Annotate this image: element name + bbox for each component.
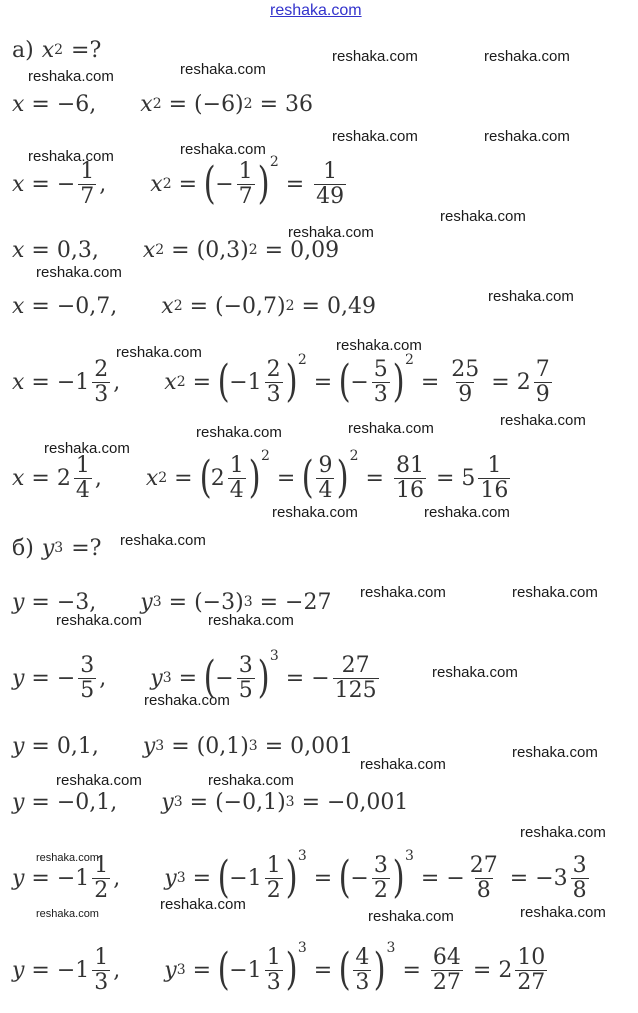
site-link[interactable]: reshaka.com bbox=[270, 2, 362, 19]
var-y: y bbox=[41, 535, 55, 561]
question-mark: =? bbox=[71, 37, 102, 63]
var-x: x bbox=[41, 37, 55, 63]
watermark: reshaka.com bbox=[332, 48, 418, 65]
watermark: reshaka.com bbox=[56, 612, 142, 629]
watermark: reshaka.com bbox=[208, 772, 294, 789]
b-line-3: y = 0,1 , y 3 = (0,1) 3 = 0,001 bbox=[12, 733, 354, 759]
part-label: а) bbox=[12, 37, 34, 63]
watermark: reshaka.com bbox=[208, 612, 294, 629]
part-a-heading: а) x 2 =? bbox=[12, 37, 102, 63]
watermark: reshaka.com bbox=[348, 420, 434, 437]
watermark: reshaka.com bbox=[512, 584, 598, 601]
b-line-1: y = −3 , y 3 = (−3) 3 = −27 bbox=[12, 589, 332, 615]
watermark: reshaka.com bbox=[484, 48, 570, 65]
watermark: reshaka.com bbox=[196, 424, 282, 441]
part-b-heading: б) y 3 =? bbox=[12, 535, 102, 561]
a-line-3: x = 0,3 , x 2 = (0,3) 2 = 0,09 bbox=[12, 237, 340, 263]
watermark: reshaka.com bbox=[120, 532, 206, 549]
watermark: reshaka.com bbox=[36, 264, 122, 281]
watermark: reshaka.com bbox=[36, 908, 99, 920]
watermark: reshaka.com bbox=[144, 692, 230, 709]
watermark: reshaka.com bbox=[160, 896, 246, 913]
part-label: б) bbox=[12, 535, 34, 561]
a-line-6: x = 2 $\frac{1}{4}$ , x 2 = ( 2 $\frac{1}{4}$ ) 2 = ( $\frac{9}{4}$ ) 2 = $\frac{81}{16}$ = 5 $\frac{1}{16}$ bbox=[12, 448, 509, 503]
watermark: reshaka.com bbox=[500, 412, 586, 429]
watermark: reshaka.com bbox=[440, 208, 526, 225]
watermark: reshaka.com bbox=[360, 584, 446, 601]
watermark: reshaka.com bbox=[360, 756, 446, 773]
b-line-4: y = −0,1 , y 3 = (−0,1) 3 = −0,001 bbox=[12, 789, 409, 815]
watermark: reshaka.com bbox=[56, 772, 142, 789]
watermark: reshaka.com bbox=[484, 128, 570, 145]
b-line-2: y = − $\frac{3}{5}$ , y 3 = ( − $\frac{3}{5}$ ) 3 = − $\frac{27}{125}$ bbox=[12, 648, 377, 703]
a-line-1: x = −6 , x 2 = (−6) 2 = 36 bbox=[12, 91, 313, 117]
watermark: reshaka.com bbox=[180, 61, 266, 78]
watermark: reshaka.com bbox=[272, 504, 358, 521]
watermark: reshaka.com bbox=[180, 141, 266, 158]
watermark: reshaka.com bbox=[488, 288, 574, 305]
watermark: reshaka.com bbox=[424, 504, 510, 521]
watermark: reshaka.com bbox=[28, 148, 114, 165]
a-line-2: x = − $\frac{1}{7}$ , x 2 = ( − $\frac{1}{7}$ ) 2 = $\frac{1}{49}$ bbox=[12, 154, 345, 209]
watermark: reshaka.com bbox=[368, 908, 454, 925]
watermark: reshaka.com bbox=[44, 440, 130, 457]
watermark: reshaka.com bbox=[512, 744, 598, 761]
a-line-5: x = −1 $\frac{2}{3}$ , x 2 = ( −1 $\frac{2}{3}$ ) 2 = ( − $\frac{5}{3}$ ) 2 = $\frac{25}{9}$ = 2 $\frac{7}{9}$ bbox=[12, 352, 550, 407]
watermark: reshaka.com bbox=[28, 68, 114, 85]
watermark: reshaka.com bbox=[332, 128, 418, 145]
watermark: reshaka.com bbox=[36, 852, 99, 864]
watermark: reshaka.com bbox=[432, 664, 518, 681]
b-line-6: y = −1 $\frac{1}{3}$ , y 3 = ( −1 $\frac{1}{3}$ ) 3 = ( $\frac{4}{3}$ ) 3 = $\frac{64}{27}$ = 2 $\frac{10}{27}$ bbox=[12, 940, 546, 995]
watermark: reshaka.com bbox=[336, 337, 422, 354]
b-line-5: y = −1 $\frac{1}{2}$ , y 3 = ( −1 $\frac{1}{2}$ ) 3 = ( − $\frac{3}{2}$ ) 3 = − $\frac{27}{8}$ = −3 $\frac{3}{8}$ bbox=[12, 848, 587, 903]
watermark: reshaka.com bbox=[520, 824, 606, 841]
question-mark: =? bbox=[71, 535, 102, 561]
a-line-4: x = −0,7 , x 2 = (−0,7) 2 = 0,49 bbox=[12, 293, 376, 319]
watermark: reshaka.com bbox=[520, 904, 606, 921]
watermark: reshaka.com bbox=[116, 344, 202, 361]
watermark: reshaka.com bbox=[288, 224, 374, 241]
